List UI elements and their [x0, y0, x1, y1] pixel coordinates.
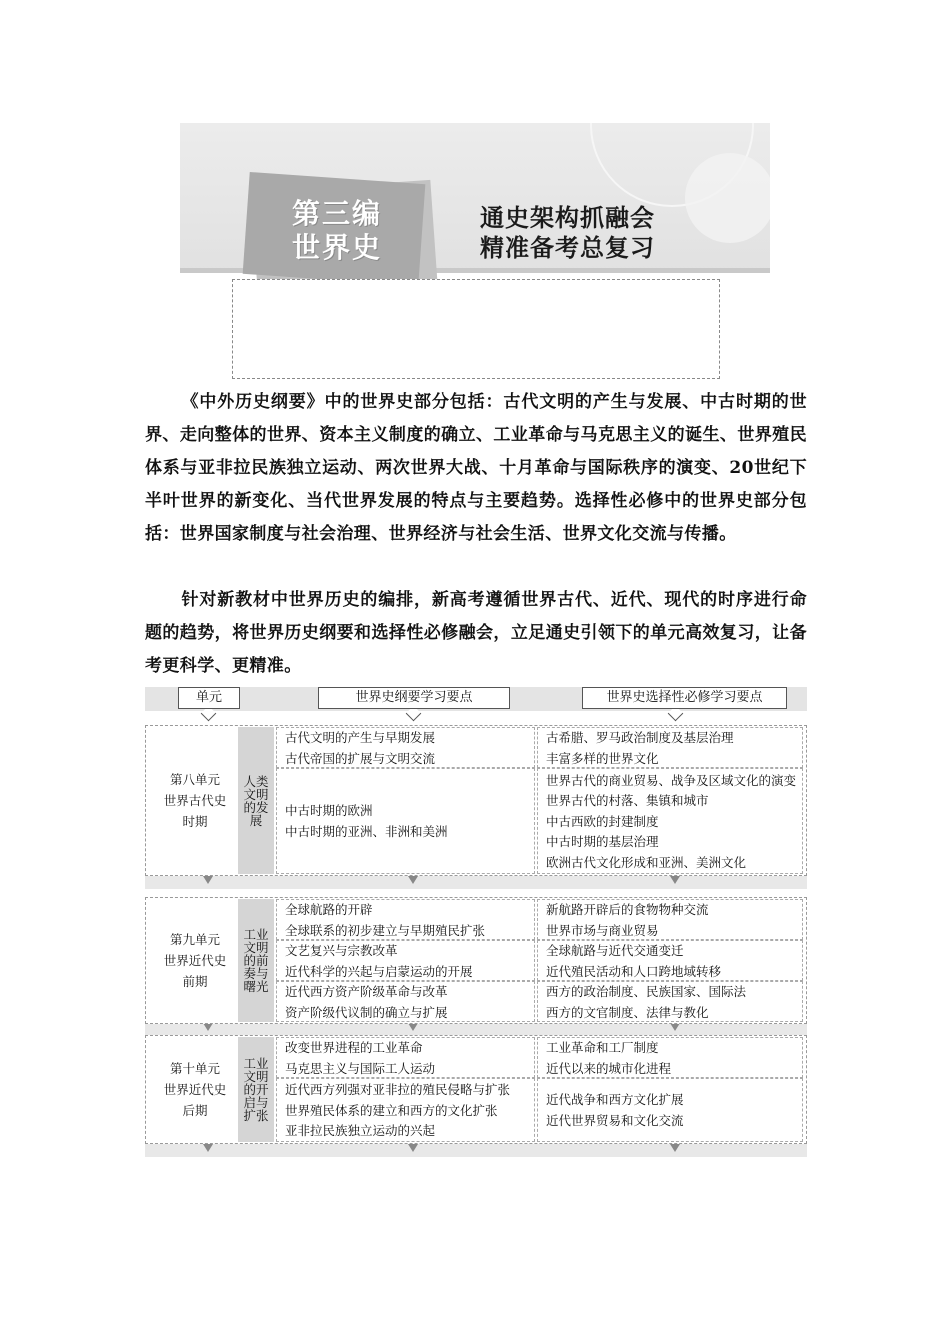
elective-cell — [537, 768, 803, 874]
elective-point: 世界古代的商业贸易、战争及区域文化的演变 — [546, 772, 797, 788]
theme-label-text: 人类文明的发展 — [243, 773, 269, 828]
outline-point: 全球航路的开辟 — [285, 902, 373, 917]
blank-frame — [232, 279, 720, 379]
outline-point: 全球联系的初步建立与早期殖民扩张 — [285, 922, 486, 938]
down-arrow-icon — [408, 1144, 418, 1152]
strategy-text: 针对新教材中世界历史的编排，新高考遵循世界古代、近代、现代的时序进行命题的趋势，将世界历史纲要和选择性必修融会，立足通史引领下的单元高效复习，让备考更科学、更精准。 — [145, 590, 807, 676]
unit-name-line: 时期 — [182, 813, 208, 829]
outline-point: 改变世界进程的工业革命 — [285, 1040, 423, 1055]
elective-point: 近代战争和西方文化扩展 — [546, 1092, 684, 1108]
banner-title — [480, 203, 655, 263]
header-outline: 世界史纲要学习要点 — [318, 687, 510, 709]
outline-point: 古代帝国的扩展与文明交流 — [285, 750, 436, 766]
elective-cell — [537, 1037, 803, 1078]
elective-point: 西方的政治制度、民族国家、国际法 — [546, 984, 747, 999]
down-arrow-icon — [203, 1023, 213, 1031]
elective-point: 中古西欧的封建制度 — [546, 813, 659, 829]
unit-name-line: 世界古代史 — [163, 792, 227, 808]
outline-point: 近代西方列强对亚非拉的殖民侵略与扩张 — [285, 1082, 511, 1098]
unit-name-line: 第九单元 — [169, 931, 220, 947]
elective-point: 近代世界贸易和文化交流 — [546, 1112, 684, 1128]
outline-cell — [276, 1037, 535, 1078]
outline-point: 资产阶级代议制的确立与扩展 — [285, 1004, 448, 1020]
outline-point: 马克思主义与国际工人运动 — [285, 1060, 436, 1076]
header-unit: 单元 — [178, 687, 240, 709]
strategy-paragraph — [145, 584, 807, 683]
down-arrow-icon — [203, 1144, 213, 1152]
outline-cell — [276, 1078, 535, 1142]
unit-name-line: 世界近代史 — [163, 952, 227, 968]
elective-cell — [537, 727, 803, 768]
elective-point: 工业革命和工厂制度 — [546, 1040, 659, 1055]
elective-point: 古希腊、罗马政治制度及基层治理 — [546, 730, 734, 745]
elective-point: 欧洲古代文化形成和亚洲、美洲文化 — [546, 854, 747, 870]
elective-point: 丰富多样的世界文化 — [546, 750, 659, 766]
intro-paragraph — [145, 386, 807, 551]
outline-cell — [276, 727, 535, 768]
elective-cell — [537, 981, 803, 1022]
unit-name — [155, 1058, 235, 1121]
study-points-table — [145, 687, 807, 1157]
elective-point: 全球航路与近代交通变迁 — [546, 943, 684, 958]
outline-cell — [276, 940, 535, 981]
elective-cell — [537, 899, 803, 940]
intro-text: 《中外历史纲要》中的世界史部分包括：古代文明的产生与发展、中古时期的世界、走向整体的世界、资本主义制度的确立、工业革命与马克思主义的诞生、世界殖民体系与亚非拉民族独立运动、两次世界大战、十月革命与国际秩序的演变、20世纪下半叶世界的新变化、当代世界发展的特点与主要趋势。选择性必修中的世界史部分包括：世界国家制度与社会治理、世界经济与社会生活、世界文化交流与传播。 — [145, 392, 807, 544]
outline-point: 世界殖民体系的建立和西方的文化扩张 — [285, 1102, 498, 1118]
theme-label — [238, 899, 274, 1022]
outline-point: 近代西方资产阶级革命与改革 — [285, 984, 448, 999]
part-label — [262, 197, 412, 265]
decorative-circle — [685, 153, 770, 243]
header-elective: 世界史选择性必修学习要点 — [582, 687, 787, 709]
theme-label — [238, 727, 274, 874]
elective-cell — [537, 1078, 803, 1142]
theme-label-text: 工业文明的前奏与曙光 — [243, 927, 269, 994]
outline-cell — [276, 899, 535, 940]
down-arrow-icon — [408, 876, 418, 884]
outline-point: 中古时期的亚洲、非洲和美洲 — [285, 823, 448, 839]
theme-label — [238, 1037, 274, 1142]
part-label-line1: 第三编 — [291, 197, 382, 230]
theme-label-text: 工业文明的开启与扩张 — [243, 1056, 269, 1123]
down-arrow-icon — [203, 876, 213, 884]
unit-name — [155, 769, 235, 832]
elective-point: 世界市场与商业贸易 — [546, 922, 659, 938]
elective-point: 近代以来的城市化进程 — [546, 1060, 672, 1076]
elective-point: 西方的文官制度、法律与教化 — [546, 1004, 709, 1020]
unit-name-line: 第十单元 — [169, 1060, 220, 1076]
elective-point: 新航路开辟后的食物物种交流 — [546, 902, 709, 917]
part-label-line2: 世界史 — [291, 231, 382, 264]
elective-point: 世界古代的村落、集镇和城市 — [546, 793, 709, 809]
down-arrow-icon — [670, 876, 680, 884]
elective-point: 近代殖民活动和人口跨地域转移 — [546, 963, 722, 979]
banner-title-line1: 通史架构抓融会 — [480, 204, 655, 232]
elective-cell — [537, 940, 803, 981]
down-arrow-icon — [408, 1023, 418, 1031]
unit-name-line: 前期 — [182, 973, 208, 989]
outline-point: 中古时期的欧洲 — [285, 803, 373, 819]
outline-cell — [276, 768, 535, 874]
unit-name-line: 世界近代史 — [163, 1081, 227, 1097]
unit-name-line: 第八单元 — [169, 771, 220, 787]
down-arrow-icon — [670, 1144, 680, 1152]
down-arrow-icon — [670, 1023, 680, 1031]
banner-title-line2: 精准备考总复习 — [480, 234, 655, 262]
outline-point: 近代科学的兴起与启蒙运动的开展 — [285, 963, 473, 979]
unit-name-line: 后期 — [182, 1102, 208, 1118]
outline-cell — [276, 981, 535, 1022]
outline-point: 文艺复兴与宗教改革 — [285, 943, 398, 958]
elective-point: 中古时期的基层治理 — [546, 834, 659, 850]
outline-point: 古代文明的产生与早期发展 — [285, 730, 436, 745]
outline-point: 亚非拉民族独立运动的兴起 — [285, 1123, 436, 1139]
unit-name — [155, 929, 235, 992]
